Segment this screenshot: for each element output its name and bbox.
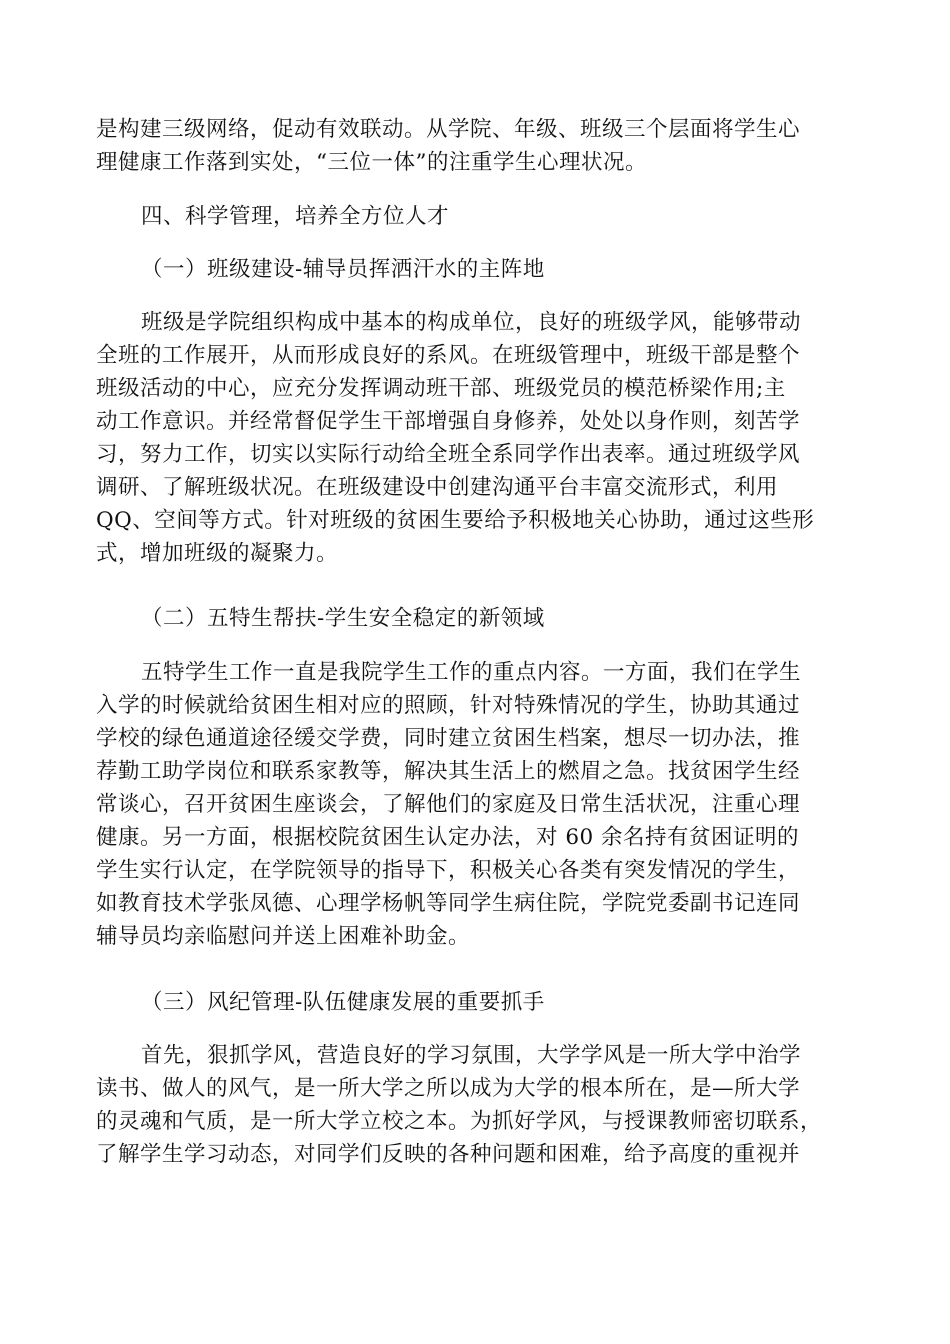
paragraph-line: 五特学生工作一直是我院学生工作的重点内容。一方面，我们在学生 <box>141 660 802 685</box>
paragraph-line: 习，努力工作，切实以实际行动给全班全系同学作出表率。通过班级学风 <box>96 442 801 467</box>
paragraph-line: 荐勤工助学岗位和联系家教等，解决其生活上的燃眉之急。找贫困学生经 <box>96 759 801 784</box>
section-heading: 四、科学管理，培养全方位人才 <box>141 204 450 229</box>
paragraph-line: 如教育技术学张凤德、心理学杨帆等同学生病住院，学院党委副书记连同 <box>96 891 801 916</box>
paragraph-line: 健康。另一方面，根据校院贫困生认定办法，对 60 余名持有贫困证明的 <box>96 825 800 850</box>
paragraph-line: 理健康工作落到实处，“三位一体”的注重学生心理状况。 <box>96 150 647 175</box>
paragraph-line: 学校的绿色通道途径缓交学费，同时建立贫困生档案，想尽一切办法，推 <box>96 726 801 751</box>
paragraph-line: 的灵魂和气质，是一所大学立校之本。为抓好学风，与授课教师密切联系， <box>96 1109 823 1134</box>
paragraph-line: 全班的工作展开，从而形成良好的系风。在班级管理中，班级干部是整个 <box>96 343 801 368</box>
paragraph-line: 式，增加班级的凝聚力。 <box>96 541 339 566</box>
subsection-heading: （二）五特生帮扶-学生安全稳定的新领域 <box>141 606 545 631</box>
paragraph-line: 调研、了解班级状况。在班级建设中创建沟通平台丰富交流形式，利用 <box>96 475 779 500</box>
paragraph-line: 读书、做人的风气，是一所大学之所以成为大学的根本所在，是—所大学 <box>96 1076 801 1101</box>
paragraph-line: 学生实行认定，在学院领导的指导下，积极关心各类有突发情况的学生， <box>96 858 801 883</box>
paragraph-line: 入学的时候就给贫困生相对应的照顾，针对特殊情况的学生，协助其通过 <box>96 693 801 718</box>
paragraph-line: 班级活动的中心，应充分发挥调动班干部、班级党员的模范桥梁作用;主 <box>96 376 786 401</box>
paragraph-line: 动工作意识。并经常督促学生干部增强自身修养，处处以身作则，刻苦学 <box>96 409 801 434</box>
paragraph-line: 常谈心，召开贫困生座谈会，了解他们的家庭及日常生活状况，注重心理 <box>96 792 801 817</box>
paragraph-line: 首先，狠抓学风，营造良好的学习氛围，大学学风是一所大学中治学 <box>141 1043 802 1068</box>
paragraph-line: QQ、空间等方式。针对班级的贫困生要给予积极地关心协助，通过这些形 <box>96 508 815 533</box>
paragraph-line: 是构建三级网络，促动有效联动。从学院、年级、班级三个层面将学生心 <box>96 117 801 142</box>
paragraph-line: 辅导员均亲临慰问并送上困难补助金。 <box>96 924 471 949</box>
paragraph-line: 了解学生学习动态，对同学们反映的各种问题和困难，给予高度的重视并 <box>96 1142 801 1167</box>
subsection-heading: （一）班级建设-辅导员挥洒汗水的主阵地 <box>141 257 545 282</box>
subsection-heading: （三）风纪管理-队伍健康发展的重要抓手 <box>141 990 545 1015</box>
paragraph-line: 班级是学院组织构成中基本的构成单位，良好的班级学风，能够带动 <box>141 310 802 335</box>
